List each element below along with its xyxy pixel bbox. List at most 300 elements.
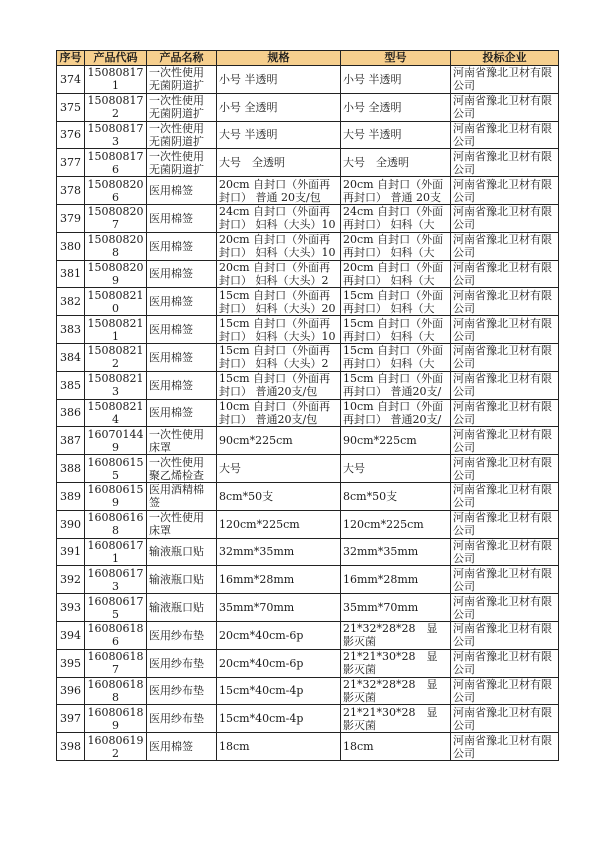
cell-product-code-text: 160806159 (87, 483, 144, 510)
cell-product-code (85, 232, 147, 260)
cell-product-name-text: 医用棉签 (149, 378, 193, 392)
cell-model (341, 510, 451, 538)
cell-company-text: 河南省豫北卫材有限公司 (453, 483, 552, 510)
cell-company-text: 河南省豫北卫材有限公司 (453, 677, 552, 704)
cell-index (57, 538, 85, 566)
header-product-code: 产品代码 (85, 51, 147, 66)
cell-specification-text: 24cm 自封口（外面再封口） 妇科（大头）10 (219, 205, 336, 232)
cell-company-text: 河南省豫北卫材有限公司 (453, 121, 552, 148)
cell-specification-text: 20cm 自封口（外面再封口） 妇科（大头）10 (219, 233, 336, 260)
cell-specification-text: 16mm*28mm (219, 573, 295, 587)
cell-product-code (85, 399, 147, 427)
cell-specification-text: 大号 全透明 (219, 156, 285, 170)
cell-specification-text: 大号 半透明 (219, 128, 278, 142)
cell-company (451, 121, 559, 149)
cell-index-text: 377 (60, 156, 81, 170)
cell-model (341, 482, 451, 510)
cell-specification (217, 566, 341, 594)
cell-product-code-text: 150808210 (87, 288, 144, 315)
cell-model-text: 21*21*30*28 显影灭菌 (343, 650, 438, 677)
cell-product-name (147, 177, 217, 205)
cell-product-code-text: 150808208 (87, 233, 144, 260)
table-row (57, 427, 559, 455)
cell-product-name-text: 一次性使用床罩 (149, 511, 204, 538)
cell-index (57, 649, 85, 677)
cell-product-code-text: 150808213 (87, 372, 144, 399)
cell-product-code-text: 160806173 (87, 566, 144, 593)
cell-company (451, 316, 559, 344)
cell-product-name-text: 医用棉签 (149, 740, 193, 754)
cell-index-text: 395 (60, 656, 81, 670)
cell-model-text: 21*32*28*28 显影灭菌 (343, 677, 438, 704)
cell-index-text: 374 (60, 72, 81, 86)
cell-specification (217, 594, 341, 622)
cell-index-text: 390 (60, 517, 81, 531)
cell-company-text: 河南省豫北卫材有限公司 (453, 622, 552, 649)
cell-product-code (85, 371, 147, 399)
cell-product-code (85, 288, 147, 316)
cell-product-name (147, 427, 217, 455)
cell-specification-text: 18cm (219, 740, 250, 754)
header-bidding-company: 投标企业 (451, 51, 559, 66)
cell-product-name (147, 93, 217, 121)
cell-product-code-text: 150808212 (87, 344, 144, 371)
cell-index-text: 397 (60, 712, 81, 726)
cell-product-code-text: 150808214 (87, 399, 144, 426)
cell-product-name-text: 医用棉签 (149, 211, 193, 225)
cell-model (341, 566, 451, 594)
cell-model-text: 小号 全透明 (343, 100, 402, 114)
cell-company-text: 河南省豫北卫材有限公司 (453, 455, 552, 482)
table-row (57, 371, 559, 399)
cell-company-text: 河南省豫北卫材有限公司 (453, 149, 552, 176)
cell-product-code-text: 150808211 (87, 316, 144, 343)
cell-product-name (147, 204, 217, 232)
cell-model-text: 20cm 自封口（外面再封口） 妇科（大 (343, 233, 444, 260)
cell-index (57, 177, 85, 205)
cell-specification-text: 20cm 自封口（外面再封口） 妇科（大头）2 (219, 260, 331, 287)
cell-company-text: 河南省豫北卫材有限公司 (453, 316, 552, 343)
cell-product-name (147, 455, 217, 483)
cell-model (341, 177, 451, 205)
cell-product-code (85, 427, 147, 455)
cell-index-text: 380 (60, 239, 81, 253)
cell-product-code-text: 160806155 (87, 455, 144, 482)
cell-company (451, 455, 559, 483)
table-row (57, 733, 559, 761)
cell-product-name (147, 705, 217, 733)
cell-product-name-text: 医用纱布垫 (149, 684, 204, 698)
table-row (57, 204, 559, 232)
cell-specification (217, 149, 341, 177)
cell-specification (217, 371, 341, 399)
header-model: 型号 (341, 51, 451, 66)
cell-company (451, 621, 559, 649)
cell-model-text: 大号 半透明 (343, 128, 402, 142)
cell-product-code-text: 160806187 (87, 650, 144, 677)
cell-product-name (147, 288, 217, 316)
cell-company-text: 河南省豫北卫材有限公司 (453, 288, 552, 315)
cell-company (451, 399, 559, 427)
cell-specification-text: 15cm 自封口（外面再封口） 妇科（大头）20 (219, 288, 336, 315)
cell-specification (217, 260, 341, 288)
cell-index-text: 392 (60, 573, 81, 587)
table-row (57, 594, 559, 622)
cell-specification-text: 小号 全透明 (219, 100, 278, 114)
cell-company-text: 河南省豫北卫材有限公司 (453, 94, 552, 121)
cell-product-name (147, 566, 217, 594)
cell-model (341, 288, 451, 316)
cell-model-text: 32mm*35mm (343, 545, 419, 559)
table-row (57, 288, 559, 316)
cell-product-name-text: 医用棉签 (149, 239, 193, 253)
cell-index-text: 384 (60, 350, 81, 364)
cell-product-code (85, 705, 147, 733)
cell-product-name-text: 医用棉签 (149, 350, 193, 364)
cell-product-name (147, 399, 217, 427)
cell-model (341, 93, 451, 121)
table-row (57, 121, 559, 149)
cell-specification-text: 15cm 自封口（外面再封口） 妇科（大头）10 (219, 316, 336, 343)
cell-model (341, 371, 451, 399)
cell-index-text: 389 (60, 489, 81, 503)
cell-model (341, 121, 451, 149)
cell-product-code (85, 594, 147, 622)
cell-model (341, 677, 451, 705)
cell-product-code-text: 160806188 (87, 677, 144, 704)
cell-index (57, 149, 85, 177)
table-row (57, 705, 559, 733)
cell-product-name (147, 66, 217, 94)
cell-company (451, 538, 559, 566)
cell-product-code (85, 621, 147, 649)
cell-company-text: 河南省豫北卫材有限公司 (453, 260, 552, 287)
cell-product-name (147, 371, 217, 399)
cell-index (57, 288, 85, 316)
cell-specification (217, 427, 341, 455)
cell-specification-text: 15cm*40cm-4p (219, 712, 304, 726)
cell-index (57, 510, 85, 538)
cell-product-code-text: 160701449 (87, 427, 144, 454)
cell-product-code (85, 121, 147, 149)
cell-index (57, 371, 85, 399)
table-body (57, 66, 559, 761)
cell-index-text: 394 (60, 628, 81, 642)
cell-company (451, 343, 559, 371)
cell-index (57, 677, 85, 705)
cell-specification-text: 20cm 自封口（外面再封口） 普通 20支/包 (219, 177, 331, 204)
cell-product-name (147, 316, 217, 344)
cell-specification (217, 733, 341, 761)
cell-index-text: 386 (60, 406, 81, 420)
cell-product-name (147, 510, 217, 538)
table-row (57, 260, 559, 288)
cell-index-text: 379 (60, 211, 81, 225)
cell-product-name-text: 一次性使用无菌阴道扩 (149, 66, 204, 93)
cell-company (451, 427, 559, 455)
cell-product-name (147, 121, 217, 149)
cell-company-text: 河南省豫北卫材有限公司 (453, 66, 552, 93)
cell-model-text: 15cm 自封口（外面再封口） 普通20支/ (343, 372, 444, 399)
cell-specification-text: 32mm*35mm (219, 545, 295, 559)
cell-product-code (85, 316, 147, 344)
table-row (57, 538, 559, 566)
cell-index (57, 66, 85, 94)
table-row (57, 510, 559, 538)
cell-model-text: 小号 半透明 (343, 72, 402, 86)
cell-specification-text: 15cm 自封口（外面再封口） 普通20支/包 (219, 372, 331, 399)
cell-company (451, 594, 559, 622)
cell-index (57, 316, 85, 344)
cell-product-code-text: 160806175 (87, 594, 144, 621)
cell-specification (217, 649, 341, 677)
cell-specification (217, 343, 341, 371)
cell-model (341, 316, 451, 344)
cell-company (451, 371, 559, 399)
cell-product-code (85, 733, 147, 761)
cell-model (341, 399, 451, 427)
cell-index-text: 391 (60, 545, 81, 559)
table-row (57, 66, 559, 94)
cell-specification-text: 小号 半透明 (219, 72, 278, 86)
cell-company (451, 733, 559, 761)
cell-index-text: 396 (60, 684, 81, 698)
table-row (57, 149, 559, 177)
cell-company (451, 649, 559, 677)
cell-company (451, 177, 559, 205)
cell-product-code (85, 677, 147, 705)
cell-specification-text: 大号 (219, 462, 241, 476)
cell-product-name (147, 649, 217, 677)
table-row (57, 93, 559, 121)
cell-specification-text: 90cm*225cm (219, 434, 293, 448)
cell-model (341, 705, 451, 733)
cell-product-code-text: 150808171 (87, 66, 144, 93)
cell-company-text: 河南省豫北卫材有限公司 (453, 233, 552, 260)
cell-model (341, 427, 451, 455)
cell-specification-text: 120cm*225cm (219, 517, 300, 531)
cell-model-text: 16mm*28mm (343, 573, 419, 587)
cell-specification (217, 93, 341, 121)
cell-product-name (147, 538, 217, 566)
cell-company-text: 河南省豫北卫材有限公司 (453, 511, 552, 538)
table-header-row (57, 51, 559, 66)
cell-model-text: 35mm*70mm (343, 601, 419, 615)
cell-product-code-text: 150808172 (87, 94, 144, 121)
cell-index-text: 378 (60, 184, 81, 198)
cell-model (341, 260, 451, 288)
cell-model-text: 24cm 自封口（外面再封口） 妇科（大 (343, 205, 444, 232)
cell-product-code (85, 149, 147, 177)
cell-model (341, 621, 451, 649)
cell-model-text: 20cm 自封口（外面再封口） 妇科（大 (343, 260, 444, 287)
cell-company-text: 河南省豫北卫材有限公司 (453, 399, 552, 426)
cell-specification-text: 20cm*40cm-6p (219, 628, 304, 642)
product-table (56, 50, 559, 761)
cell-index-text: 388 (60, 462, 81, 476)
cell-model (341, 232, 451, 260)
cell-product-code-text: 150808176 (87, 149, 144, 176)
cell-company-text: 河南省豫北卫材有限公司 (453, 538, 552, 565)
cell-product-code (85, 204, 147, 232)
header-specification: 规格 (217, 51, 341, 66)
cell-product-name (147, 343, 217, 371)
cell-specification (217, 204, 341, 232)
cell-product-name-text: 输液瓶口贴 (149, 545, 204, 559)
cell-product-name-text: 输液瓶口贴 (149, 601, 204, 615)
cell-specification-text: 15cm*40cm-4p (219, 684, 304, 698)
cell-specification (217, 510, 341, 538)
cell-model-text: 15cm 自封口（外面再封口） 妇科（大 (343, 316, 444, 343)
cell-specification (217, 677, 341, 705)
cell-product-name-text: 医用棉签 (149, 295, 193, 309)
cell-product-code-text: 160806192 (87, 733, 144, 760)
cell-specification (217, 177, 341, 205)
cell-product-code-text: 160806189 (87, 705, 144, 732)
cell-specification (217, 232, 341, 260)
cell-company (451, 482, 559, 510)
table-row (57, 343, 559, 371)
cell-index (57, 566, 85, 594)
cell-model (341, 204, 451, 232)
cell-company-text: 河南省豫北卫材有限公司 (453, 344, 552, 371)
cell-product-code-text: 150808206 (87, 177, 144, 204)
cell-product-name-text: 一次性使用无菌阴道扩 (149, 94, 204, 121)
cell-company (451, 510, 559, 538)
cell-product-name-text: 医用棉签 (149, 323, 193, 337)
cell-company-text: 河南省豫北卫材有限公司 (453, 566, 552, 593)
cell-index-text: 398 (60, 740, 81, 754)
cell-product-code-text: 160806168 (87, 511, 144, 538)
cell-company-text: 河南省豫北卫材有限公司 (453, 427, 552, 454)
cell-specification (217, 66, 341, 94)
cell-company (451, 566, 559, 594)
cell-company (451, 677, 559, 705)
cell-product-code (85, 93, 147, 121)
cell-model-text: 15cm 自封口（外面再封口） 妇科（大 (343, 288, 444, 315)
cell-model (341, 343, 451, 371)
cell-product-name-text: 医用酒精棉签 (149, 483, 204, 510)
cell-company (451, 204, 559, 232)
cell-model-text: 21*32*28*28 显影灭菌 (343, 622, 438, 649)
cell-specification (217, 538, 341, 566)
cell-product-name (147, 594, 217, 622)
cell-product-name-text: 医用棉签 (149, 267, 193, 281)
cell-index (57, 121, 85, 149)
cell-specification (217, 288, 341, 316)
cell-company-text: 河南省豫北卫材有限公司 (453, 177, 552, 204)
cell-specification (217, 482, 341, 510)
cell-specification (217, 455, 341, 483)
cell-product-code (85, 566, 147, 594)
cell-product-name-text: 一次性使用无菌阴道扩 (149, 121, 204, 148)
cell-specification-text: 20cm*40cm-6p (219, 656, 304, 670)
cell-index-text: 381 (60, 267, 81, 281)
cell-product-code (85, 343, 147, 371)
cell-company (451, 705, 559, 733)
cell-product-name (147, 260, 217, 288)
cell-model-text: 大号 全透明 (343, 156, 409, 170)
cell-specification-text: 15cm 自封口（外面再封口） 妇科（大头）2 (219, 344, 331, 371)
cell-model-text: 20cm 自封口（外面再封口） 普通 20支 (343, 177, 444, 204)
table-row (57, 649, 559, 677)
cell-product-code (85, 177, 147, 205)
cell-company (451, 232, 559, 260)
cell-index-text: 385 (60, 378, 81, 392)
cell-product-code (85, 538, 147, 566)
cell-index (57, 427, 85, 455)
cell-specification (217, 316, 341, 344)
cell-index-text: 387 (60, 434, 81, 448)
cell-index (57, 93, 85, 121)
cell-specification (217, 121, 341, 149)
cell-index (57, 733, 85, 761)
table-row (57, 482, 559, 510)
cell-company (451, 149, 559, 177)
table-row (57, 677, 559, 705)
cell-product-name (147, 677, 217, 705)
cell-product-code (85, 649, 147, 677)
cell-product-code-text: 160806171 (87, 538, 144, 565)
cell-index-text: 376 (60, 128, 81, 142)
cell-company-text: 河南省豫北卫材有限公司 (453, 733, 552, 760)
cell-model (341, 66, 451, 94)
cell-product-code (85, 455, 147, 483)
cell-specification-text: 35mm*70mm (219, 601, 295, 615)
cell-specification (217, 705, 341, 733)
cell-company-text: 河南省豫北卫材有限公司 (453, 372, 552, 399)
cell-specification (217, 621, 341, 649)
cell-company-text: 河南省豫北卫材有限公司 (453, 650, 552, 677)
cell-product-name (147, 482, 217, 510)
table-row (57, 621, 559, 649)
cell-index (57, 482, 85, 510)
cell-model (341, 594, 451, 622)
cell-product-name-text: 一次性使用聚乙烯检查 (149, 455, 204, 482)
cell-index (57, 204, 85, 232)
table-row (57, 316, 559, 344)
cell-product-code-text: 160806186 (87, 622, 144, 649)
cell-product-name-text: 一次性使用无菌阴道扩 (149, 149, 204, 176)
cell-model (341, 649, 451, 677)
cell-model-text: 120cm*225cm (343, 517, 424, 531)
cell-index (57, 260, 85, 288)
cell-model-text: 10cm 自封口（外面再封口） 普通20支/ (343, 399, 444, 426)
cell-model-text: 大号 (343, 462, 365, 476)
cell-company (451, 260, 559, 288)
cell-product-code-text: 150808207 (87, 205, 144, 232)
cell-index (57, 594, 85, 622)
cell-model-text: 18cm (343, 740, 374, 754)
cell-product-code (85, 510, 147, 538)
cell-specification-text: 8cm*50支 (219, 489, 274, 503)
cell-product-name (147, 621, 217, 649)
cell-index-text: 393 (60, 601, 81, 615)
table-row (57, 399, 559, 427)
cell-product-name-text: 医用纱布垫 (149, 628, 204, 642)
cell-product-name-text: 一次性使用床罩 (149, 427, 204, 454)
cell-product-name-text: 医用纱布垫 (149, 712, 204, 726)
cell-index (57, 232, 85, 260)
cell-model-text: 90cm*225cm (343, 434, 417, 448)
cell-company (451, 288, 559, 316)
cell-company-text: 河南省豫北卫材有限公司 (453, 594, 552, 621)
cell-product-name-text: 医用棉签 (149, 406, 193, 420)
header-index: 序号 (57, 51, 85, 66)
cell-product-code-text: 150808209 (87, 260, 144, 287)
cell-index (57, 455, 85, 483)
cell-index-text: 382 (60, 295, 81, 309)
